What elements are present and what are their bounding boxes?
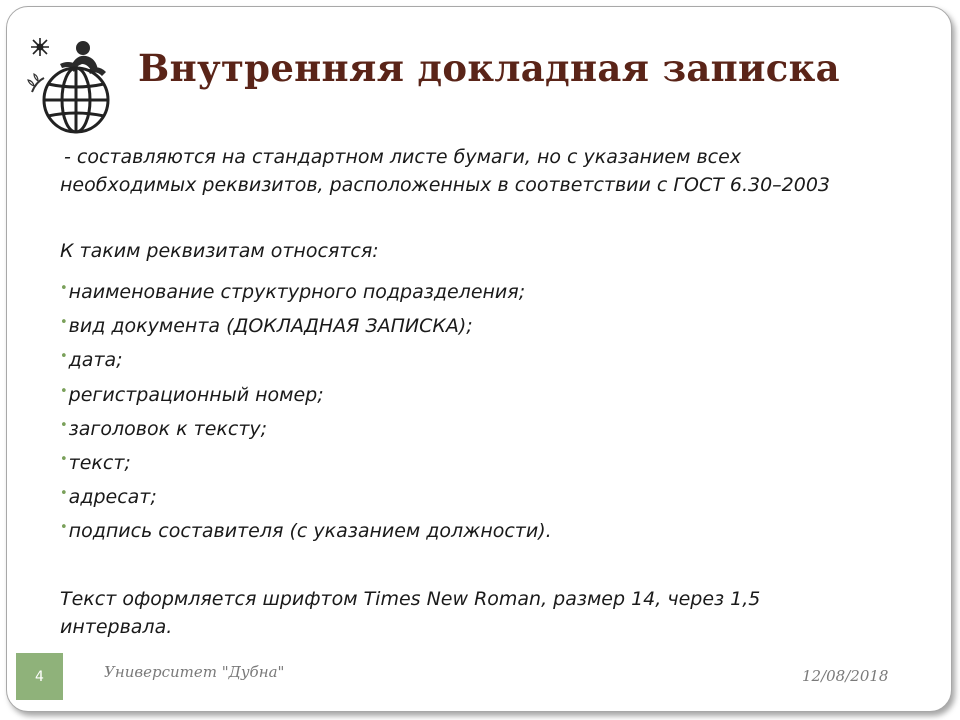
bullet-icon: • bbox=[60, 281, 68, 296]
list-item bbox=[60, 477, 552, 511]
list-item bbox=[60, 375, 552, 409]
list-item-text: наименование структурного подразделения; bbox=[68, 281, 526, 303]
bullet-icon: • bbox=[60, 486, 68, 502]
list-item bbox=[60, 511, 552, 545]
bullet-icon: • bbox=[60, 451, 68, 467]
closing-paragraph bbox=[60, 585, 920, 641]
bullet-icon: • bbox=[60, 383, 68, 399]
closing-line-2: интервала. bbox=[60, 616, 173, 638]
globe-logo-icon bbox=[26, 34, 118, 134]
list-item-text: подпись составителя (с указанием должности). bbox=[68, 520, 552, 543]
list-item-text: дата; bbox=[68, 349, 123, 372]
list-item bbox=[60, 443, 552, 477]
list-item-text: адресат; bbox=[68, 486, 157, 509]
list-item-text: регистрационный номер; bbox=[68, 383, 324, 406]
closing-line-1: Текст оформляется шрифтом Times New Roman, размер 14, через 1,5 bbox=[60, 588, 761, 610]
footer-date: 12/08/2018 bbox=[802, 667, 889, 685]
requisites-list bbox=[60, 272, 552, 546]
list-item bbox=[60, 409, 552, 443]
bullet-icon: • bbox=[60, 520, 68, 536]
page-number-badge bbox=[16, 653, 63, 700]
requisites-heading: К таким реквизитам относятся: bbox=[60, 240, 379, 262]
list-item-text: вид документа (ДОКЛАДНАЯ ЗАПИСКА); bbox=[68, 315, 473, 338]
list-item bbox=[60, 306, 552, 340]
page-number: 4 bbox=[35, 668, 44, 685]
intro-paragraph bbox=[60, 143, 920, 199]
bullet-icon: • bbox=[60, 315, 68, 331]
footer-organization: Университет "Дубна" bbox=[104, 663, 285, 681]
list-item-text: заголовок к тексту; bbox=[68, 417, 268, 440]
list-item bbox=[60, 340, 552, 374]
bullet-icon: • bbox=[60, 349, 68, 365]
intro-line-1: - составляются на стандартном листе бумаги, но с указанием всех bbox=[64, 146, 742, 168]
slide-title: Внутренняя докладная записка bbox=[138, 46, 840, 90]
list-item-text: текст; bbox=[68, 451, 131, 474]
list-item bbox=[60, 272, 552, 306]
bullet-icon: • bbox=[60, 417, 68, 433]
intro-line-2: необходимых реквизитов, расположенных в соответствии с ГОСТ 6.30–2003 bbox=[60, 174, 831, 196]
